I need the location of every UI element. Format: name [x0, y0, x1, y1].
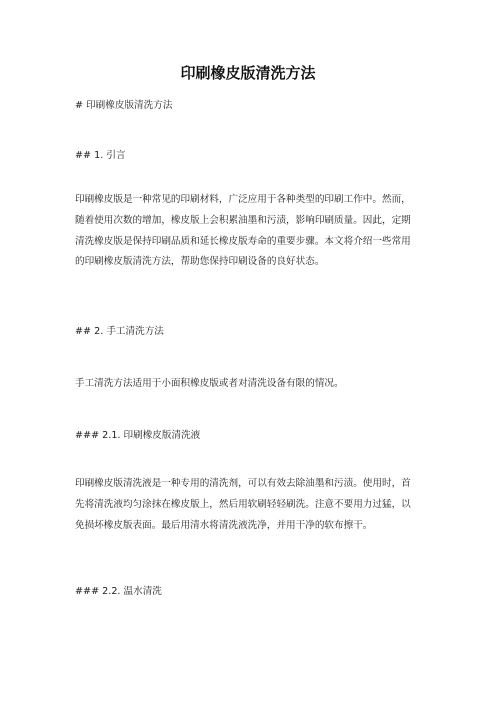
paragraph-line: 的印刷橡皮版清洗方法，帮助您保持印刷设备的良好状态。	[75, 256, 325, 268]
paragraph-line: 印刷橡皮版是一种常见的印刷材料，广泛应用于各种类型的印刷工作中。然而，	[75, 194, 411, 205]
intro-paragraph	[75, 190, 427, 273]
subsection-heading-cleaning-fluid: ### 2.1. 印刷橡皮版清洗液	[75, 430, 201, 441]
paragraph-line: 先将清洗液均匀涂抹在橡皮版上，然后用软刷轻轻刷洗。注意不要用力过猛，以	[75, 498, 411, 510]
section-heading-manual-cleaning: ## 2. 手工清洗方法	[75, 326, 164, 337]
subsection-heading-warm-water: ### 2.2. 温水清洗	[75, 586, 162, 597]
markdown-h1-line: # 印刷橡皮版清洗方法	[75, 100, 173, 111]
paragraph-line: 免损坏橡皮版表面。最后用清水将清洗液洗净，并用干净的软布擦干。	[75, 519, 373, 531]
section-heading-intro: ## 1. 引言	[75, 150, 126, 161]
paragraph-line: 随着使用次数的增加，橡皮版上会积累油墨和污渍，影响印刷质量。因此，定期	[75, 214, 411, 226]
document-title: 印刷橡皮版清洗方法	[180, 64, 316, 82]
manual-cleaning-paragraph: 手工清洗方法适用于小面积橡皮版或者对清洗设备有限的情况。	[75, 378, 344, 389]
paragraph-line: 清洗橡皮版是保持印刷品质和延长橡皮版寿命的重要步骤。本文将介绍一些常用	[75, 235, 411, 247]
paragraph-line: 印刷橡皮版清洗液是一种专用的清洗剂，可以有效去除油墨和污渍。使用时，首	[75, 478, 411, 489]
cleaning-fluid-paragraph	[75, 474, 427, 536]
